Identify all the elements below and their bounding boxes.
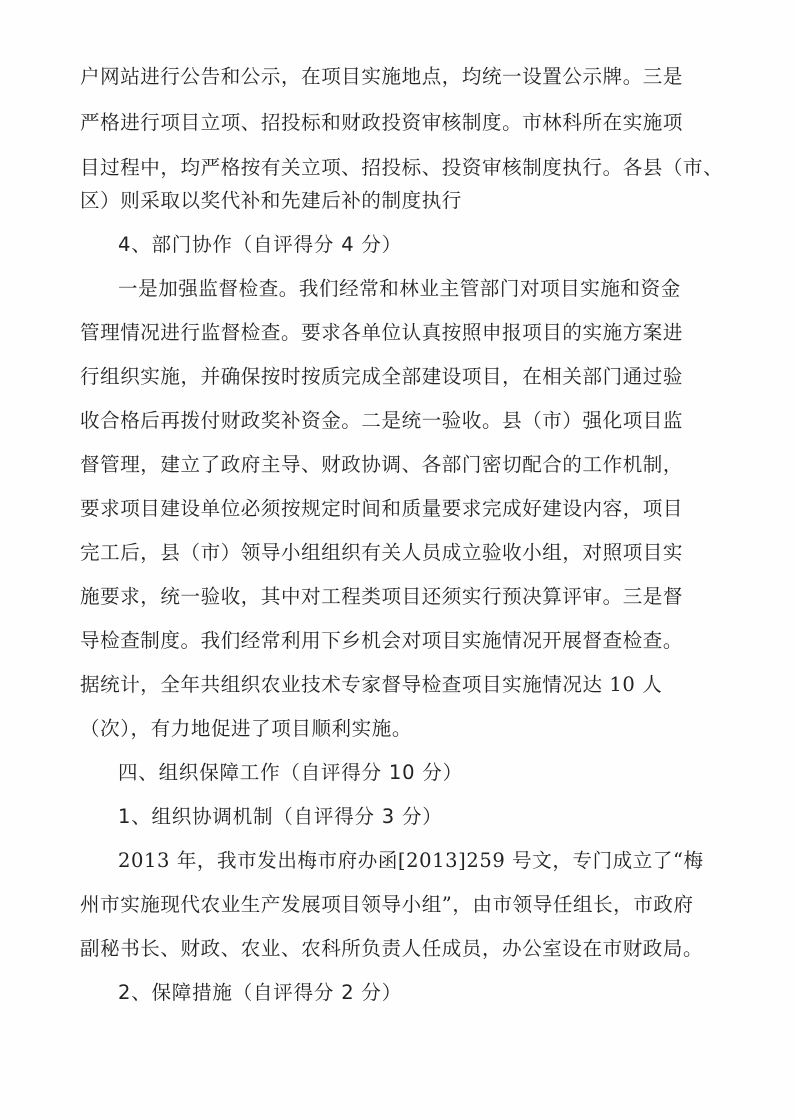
paragraph-line: 督管理，建立了政府主导、财政协调、各部门密切配合的工作机制， xyxy=(80,453,684,476)
paragraph-line: 2013 年，我市发出梅市府办函[2013]259 号文，专门成立了“梅 xyxy=(118,849,704,872)
paragraph-line: 户网站进行公告和公示，在项目实施地点，均统一设置公示牌。三是 xyxy=(80,65,684,88)
paragraph-line: 目过程中，均严格按有关立项、招投标、投资审核制度执行。各县（市、 xyxy=(80,156,724,179)
paragraph-line: 据统计，全年共组织农业技术专家督导检查项目实施情况达 10 人 xyxy=(80,673,663,696)
section-heading-safeguard-measures: 2、保障措施（自评得分 2 分） xyxy=(118,981,403,1004)
paragraph-line: 管理情况进行监督检查。要求各单位认真按照申报项目的实施方案进 xyxy=(80,321,684,344)
paragraph-line: 州市实施现代农业生产发展项目领导小组”，由市领导任组长，市政府 xyxy=(80,893,694,916)
paragraph-line: 收合格后再拨付财政奖补资金。二是统一验收。县（市）强化项目监 xyxy=(80,409,684,432)
paragraph-line: （次），有力地促进了项目顺利实施。 xyxy=(80,717,412,740)
section-heading-organization-guarantee: 四、组织保障工作（自评得分 10 分） xyxy=(118,761,463,784)
paragraph-line: 一是加强监督检查。我们经常和林业主管部门对项目实施和资金 xyxy=(118,277,681,300)
paragraph-line: 区）则采取以奖代补和先建后补的制度执行 xyxy=(80,189,462,212)
paragraph-line: 导检查制度。我们经常利用下乡机会对项目实施情况开展督查检查。 xyxy=(80,629,684,652)
paragraph-line: 严格进行项目立项、招投标和财政投资审核制度。市林科所在实施项 xyxy=(80,111,684,134)
section-heading-department-cooperation: 4、部门协作（自评得分 4 分） xyxy=(118,233,403,256)
paragraph-line: 行组织实施，并确保按时按质完成全部建设项目，在相关部门通过验 xyxy=(80,365,684,388)
paragraph-line: 施要求，统一验收，其中对工程类项目还须实行预决算评审。三是督 xyxy=(80,585,684,608)
paragraph-line: 要求项目建设单位必须按规定时间和质量要求完成好建设内容，项目 xyxy=(80,497,684,520)
section-heading-coordination-mechanism: 1、组织协调机制（自评得分 3 分） xyxy=(118,805,443,828)
paragraph-line: 副秘书长、财政、农业、农科所负责人任成员，办公室设在市财政局。 xyxy=(80,937,704,960)
paragraph-line: 完工后，县（市）领导小组组织有关人员成立验收小组，对照项目实 xyxy=(80,541,684,564)
